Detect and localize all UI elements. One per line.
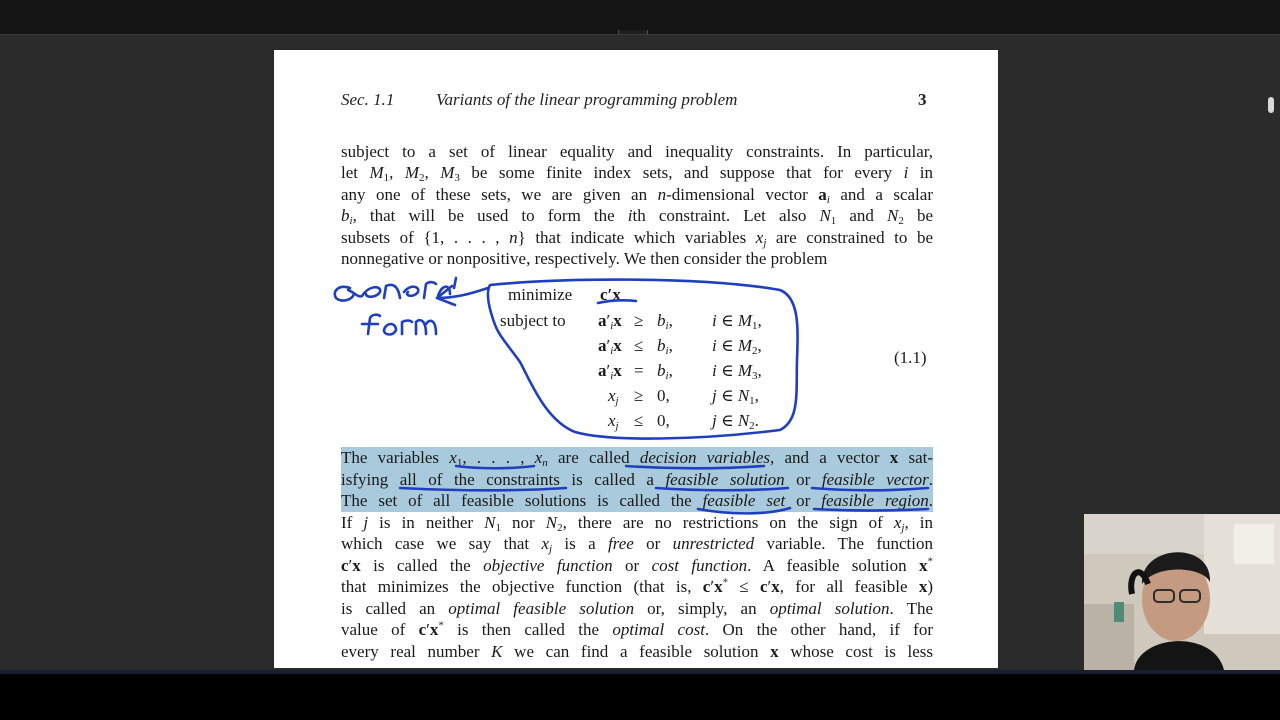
paragraph-line: nonnegative or nonpositive, respectively. We then consider the problem — [341, 249, 828, 268]
webcam-overlay — [1084, 514, 1280, 670]
constraint-lhs: $a'_ix$ — [598, 311, 622, 332]
minimize-label: minimize — [508, 285, 573, 304]
constraint-index: j ∈ $N_1$, — [712, 386, 759, 407]
constraint-lhs: $x_j$ — [608, 386, 619, 407]
paragraph-line: any one of these sets, we are given an n-dimensional vector $a_i$ and a scalar — [341, 185, 933, 206]
paragraph-line: every real number K we can find a feasible solution x whose cost is less — [341, 642, 933, 661]
constraint-index: j ∈ $N_2$. — [712, 411, 759, 432]
paragraph-line: subsets of {1, . . . , n} that indicate which variables $x_j$ are constrained to be — [341, 228, 933, 249]
paragraph-line-highlighted: The set of all feasible solutions is called the feasible set or feasible region. — [341, 491, 934, 510]
equation-number: (1.1) — [894, 348, 927, 367]
paragraph-line: subject to a set of linear equality and inequality constraints. In particular, — [341, 142, 933, 161]
constraint-index: i ∈ $M_3$, — [712, 361, 762, 382]
constraint-rhs: 0, — [657, 386, 670, 405]
constraint-rhs: $b_i$, — [657, 311, 673, 332]
constraint-op: ≤ — [634, 411, 644, 430]
constraint-op: ≥ — [634, 311, 644, 330]
section-number: Sec. 1.1 — [341, 90, 395, 109]
objective: c′x — [600, 285, 621, 304]
constraint-index: i ∈ $M_2$, — [712, 336, 762, 357]
section-title: Variants of the linear programming problem — [436, 90, 738, 109]
constraint-rhs: $b_i$, — [657, 336, 673, 357]
constraint-lhs: $a'_ix$ — [598, 336, 622, 357]
paragraph-line: value of c′x* is then called the optimal cost. On the other hand, if for — [341, 619, 933, 639]
paragraph-line-highlighted: The variables $x_1$, . . . , $x_n$ are called decision variables, and a vector x sat- — [341, 448, 934, 469]
paragraph-line: c′x is called the objective function or cost function. A feasible solution x* — [341, 555, 933, 575]
paragraph-line: is called an optimal feasible solution or, simply, an optimal solution. The — [341, 599, 934, 618]
paragraph-line: let $M_1$, $M_2$, $M_3$ be some finite index sets, and suppose that for every i in — [341, 163, 933, 184]
subject-to-label: subject to — [500, 311, 566, 330]
paragraph-line: which case we say that $x_j$ is a free or unrestricted variable. The function — [341, 534, 933, 555]
constraint-index: i ∈ $M_1$, — [712, 311, 762, 332]
constraint-lhs: $x_j$ — [608, 411, 619, 432]
constraint-op: = — [634, 361, 644, 380]
viewer-bottom-bar — [0, 670, 1280, 720]
presenter-video — [1084, 514, 1280, 670]
paragraph-line: $b_i$, that will be used to form the ith constraint. Let also $N_1$ and $N_2$ be — [341, 206, 934, 227]
constraint-rhs: $b_i$, — [657, 361, 673, 382]
page-number: 3 — [918, 90, 927, 109]
constraint-op: ≤ — [634, 336, 644, 355]
paragraph-line-highlighted: isfying all of the constraints is called a feasible solution or feasible vector. — [341, 470, 933, 489]
paragraph-line: If j is in neither $N_1$ nor $N_2$, there are no restrictions on the sign of $x_j$, in — [341, 513, 933, 534]
constraint-rhs: 0, — [657, 411, 670, 430]
constraint-lhs: $a'_ix$ — [598, 361, 622, 382]
constraint-op: ≥ — [634, 386, 644, 405]
paragraph-line: that minimizes the objective function (that is, c′x* ≤ c′x, for all feasible x) — [341, 576, 933, 596]
